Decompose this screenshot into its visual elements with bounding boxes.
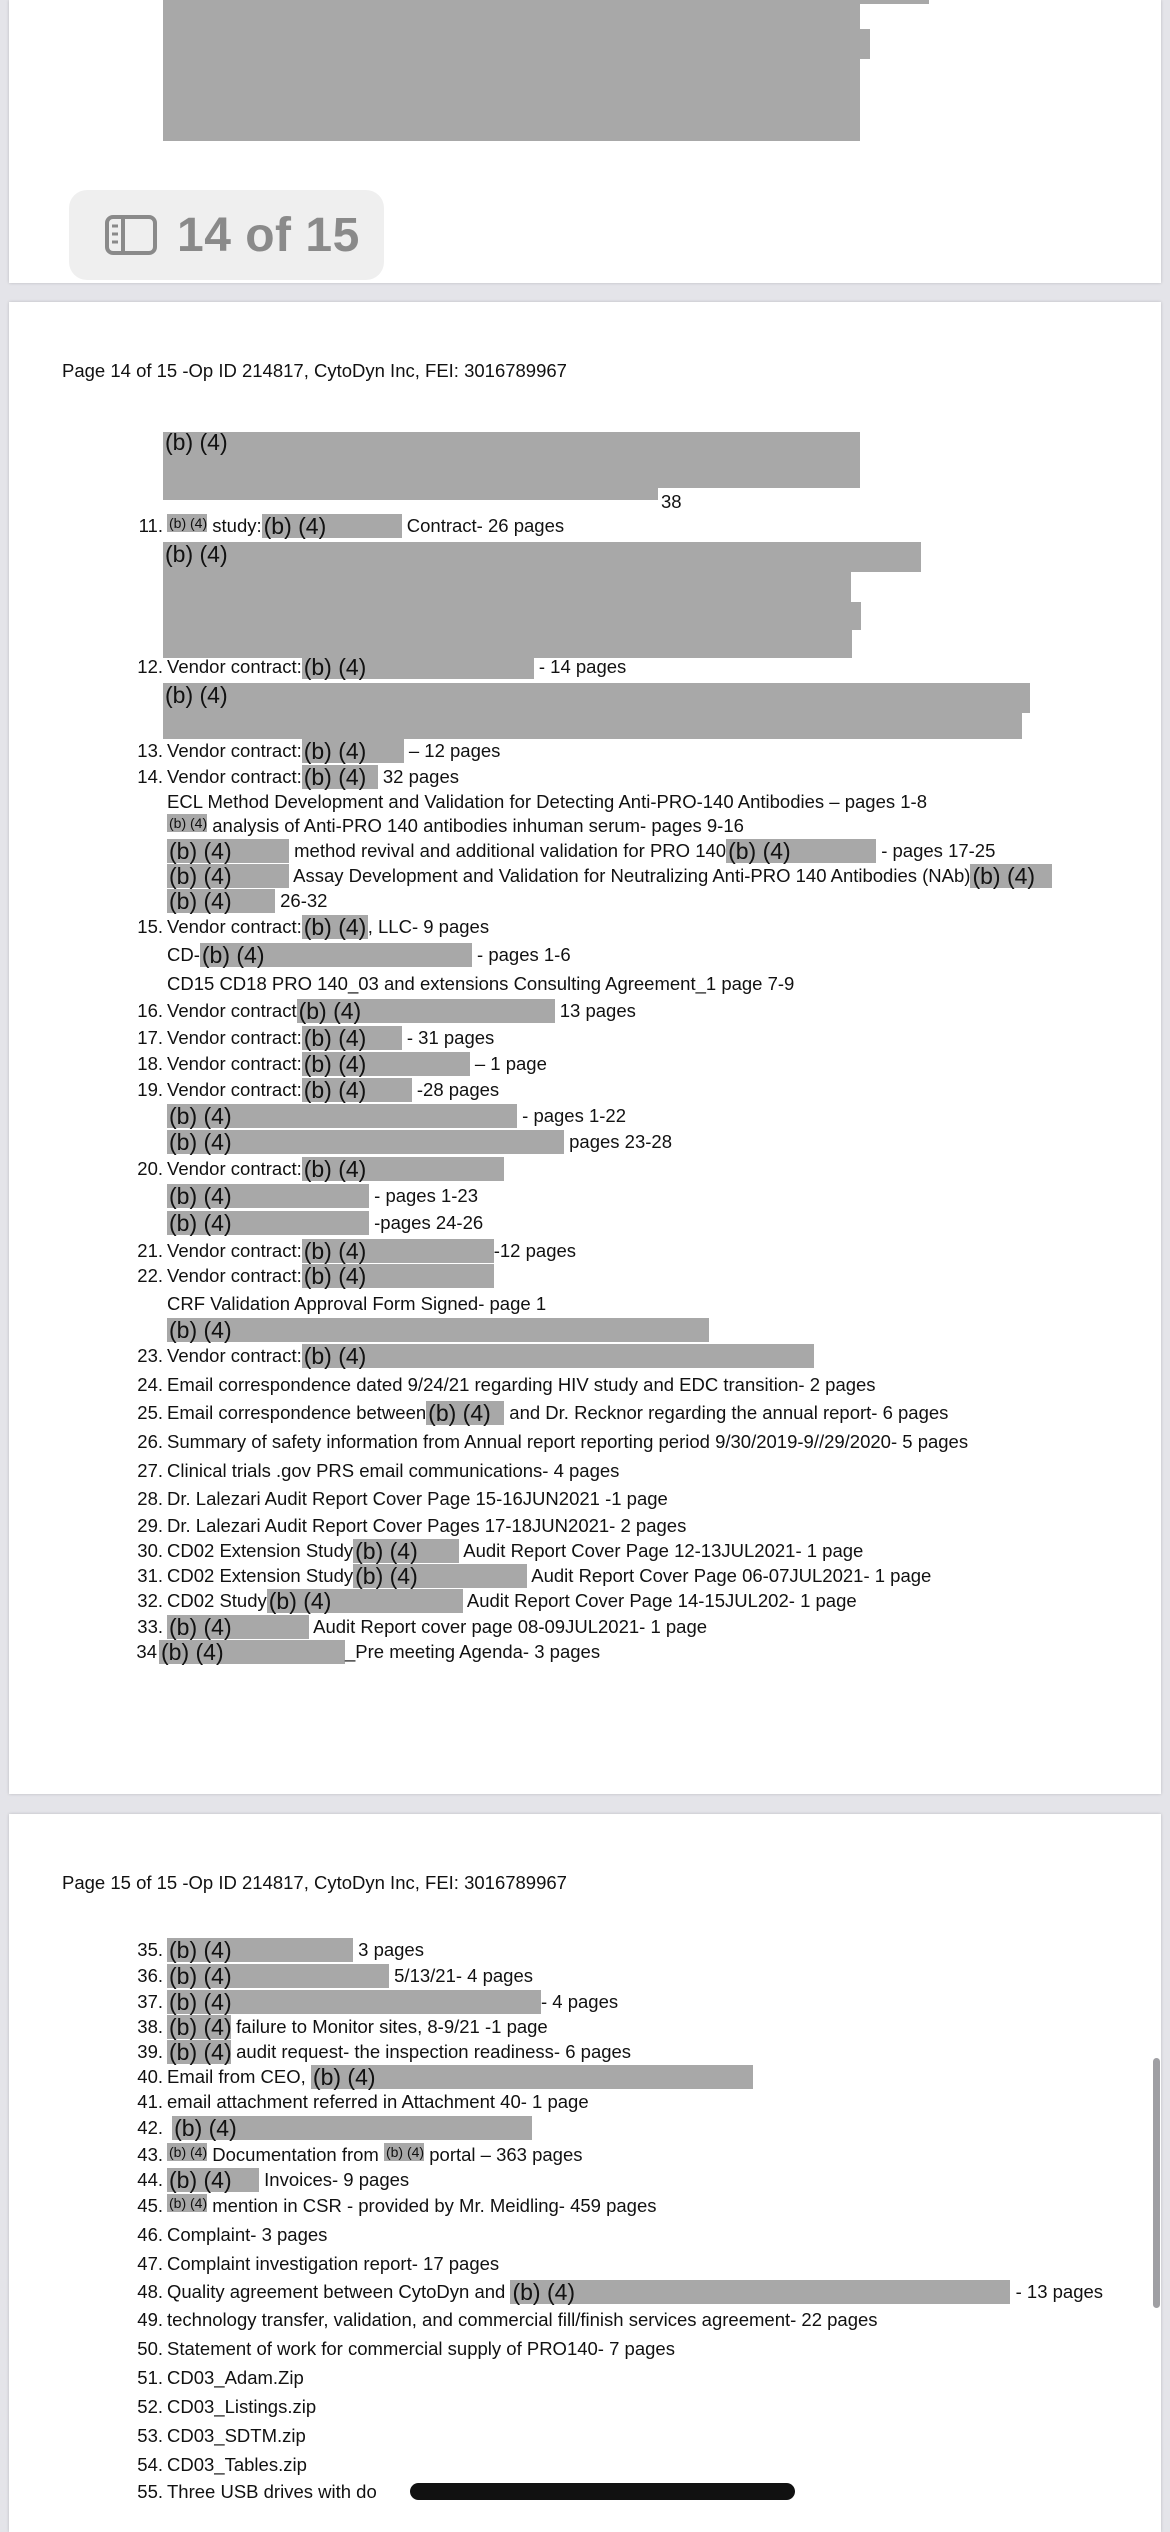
list-item-13: 13. Vendor contract:(b) (4) – 12 pages [137, 738, 501, 764]
list-subitem: CD15 CD18 PRO 140_03 and extensions Consulting Agreement_1 page 7-9 [167, 973, 795, 994]
list-item-47: 47. Complaint investigation report- 17 pages [137, 2253, 500, 2274]
page-indicator-label: 14 of 15 [177, 208, 360, 262]
redaction-block [163, 59, 860, 141]
redaction-code: (b) (4) [165, 429, 228, 455]
list-item-15: 15. Vendor contract:(b) (4), LLC- 9 pages [137, 914, 490, 940]
redaction-block [163, 572, 851, 602]
redaction-block [163, 713, 1022, 739]
page-header: Page 14 of 15 -Op ID 214817, CytoDyn Inc, FEI: 3016789967 [62, 360, 567, 381]
list-item-25: 25. Email correspondence between(b) (4) and Dr. Recknor regarding the annual report- 6 pages [137, 1400, 949, 1426]
list-item-36: 36. (b) (4) 5/13/21- 4 pages [137, 1963, 533, 1989]
redaction-code: (b) (4) [165, 682, 228, 708]
list-item-34: 34 (b) (4) _Pre meeting Agenda- 3 pages [136, 1639, 601, 1665]
sidebar-pages-icon [105, 215, 157, 255]
list-item-26: 26. Summary of safety information from Annual report reporting period 9/30/2019-9//29/2020- 5 pages [137, 1431, 969, 1452]
list-subitem: (b) (4) method revival and additional validation for PRO 140(b) (4) - pages 17-25 [169, 838, 996, 864]
list-item-31: 31. CD02 Extension Study(b) (4) Audit Report Cover Page 06-07JUL2021- 1 page [137, 1563, 932, 1589]
list-subitem: (b) (4) - pages 1-23 [169, 1183, 479, 1209]
redaction-block [163, 683, 1030, 713]
page-indicator[interactable] [69, 190, 384, 280]
scrollbar[interactable] [1153, 2058, 1160, 2308]
list-item-30: 30. CD02 Extension Study(b) (4) Audit Report Cover Page 12-13JUL2021- 1 page [137, 1538, 864, 1564]
list-item-43: 43. (b) (4) Documentation from (b) (4) portal – 363 pages [137, 2144, 583, 2165]
list-item-50: 50. Statement of work for commercial supply of PRO140- 7 pages [137, 2338, 675, 2359]
redaction-block [163, 4, 860, 29]
redaction-block [163, 429, 860, 488]
redaction-block [163, 602, 861, 630]
list-item-27: 27. Clinical trials .gov PRS email communications- 4 pages [137, 1460, 620, 1481]
list-subitem: (b) (4) [167, 1318, 709, 1342]
pdf-page-13 [9, 0, 1161, 283]
list-item-37: 37. (b) (4) - 4 pages [137, 1989, 619, 2015]
list-item-40: 40. Email from CEO, (b) (4) [127, 2065, 753, 2089]
list-item-42: 42. (b) (4) [127, 2116, 532, 2140]
list-item-52: 52. CD03_Listings.zip [137, 2396, 317, 2417]
list-item-55: 55. Three USB drives with do [137, 2481, 377, 2502]
page-header: Page 15 of 15 -Op ID 214817, CytoDyn Inc, FEI: 3016789967 [62, 1872, 567, 1893]
list-item-33: 33. (b) (4) Audit Report cover page 08-09JUL2021- 1 page [137, 1614, 708, 1640]
list-subitem: (b) (4) Assay Development and Validation for Neutralizing Anti-PRO 140 Antibodies (NAb)(b) (4) [167, 864, 1052, 888]
list-subitem: (b) (4) 26-32 [169, 888, 328, 914]
text-selection-bar [410, 2483, 795, 2500]
list-item-12: 12. Vendor contract:(b) (4) - 14 pages [137, 654, 627, 680]
pdf-page-15 [9, 1814, 1161, 2532]
list-item-11: 11. (b) (4) study:(b) (4) Contract- 26 pages [138, 513, 565, 539]
list-item-51: 51. CD03_Adam.Zip [137, 2367, 304, 2388]
list-item-39: 39. (b) (4) audit request- the inspection readiness- 6 pages [137, 2039, 632, 2065]
list-item-32: 32. CD02 Study(b) (4) Audit Report Cover Page 14-15JUL202- 1 page [137, 1588, 857, 1614]
list-subitem: (b) (4) - pages 1-22 [169, 1103, 627, 1129]
redaction-code: (b) (4) [165, 541, 228, 567]
list-item-19: 19. Vendor contract:(b) (4) -28 pages [137, 1077, 500, 1103]
list-item-18: 18. Vendor contract:(b) (4) – 1 page [137, 1051, 547, 1077]
list-item-48: 48. Quality agreement between CytoDyn and (b) (4) - 13 pages [137, 2279, 1104, 2305]
redaction-block [163, 29, 870, 59]
list-subitem: CD-(b) (4) - pages 1-6 [167, 942, 571, 968]
list-item-20: 20. Vendor contract:(b) (4) [127, 1157, 504, 1181]
redaction-block [163, 542, 921, 572]
list-item-49: 49. technology transfer, validation, and commercial fill/finish services agreement- 22 pages [137, 2309, 878, 2330]
page-count: 38 [661, 491, 682, 512]
list-item-45: 45. (b) (4) mention in CSR - provided by Mr. Meidling- 459 pages [137, 2195, 657, 2216]
list-item-28: 28. Dr. Lalezari Audit Report Cover Page 15-16JUN2021 -1 page [137, 1488, 668, 1509]
list-item-22: 22. Vendor contract:(b) (4) [127, 1264, 494, 1288]
list-subitem: (b) (4) analysis of Anti-PRO 140 antibodies inhuman serum- pages 9-16 [169, 815, 744, 836]
list-item-53: 53. CD03_SDTM.zip [137, 2425, 306, 2446]
redaction-block [163, 630, 852, 658]
list-subitem: (b) (4) pages 23-28 [169, 1129, 673, 1155]
list-item-29: 29. Dr. Lalezari Audit Report Cover Pages 17-18JUN2021- 2 pages [137, 1515, 687, 1536]
list-item-17: 17. Vendor contract:(b) (4) - 31 pages [137, 1025, 495, 1051]
list-item-35: 35. (b) (4) 3 pages [137, 1937, 424, 1963]
list-item-38: 38. (b) (4) failure to Monitor sites, 8-9/21 -1 page [137, 2014, 548, 2040]
list-item-41: 41. email attachment referred in Attachment 40- 1 page [137, 2091, 589, 2112]
list-item-24: 24. Email correspondence dated 9/24/21 regarding HIV study and EDC transition- 2 pages [137, 1374, 876, 1395]
pdf-page-14 [9, 302, 1161, 1794]
list-subitem: ECL Method Development and Validation for Detecting Anti-PRO-140 Antibodies – pages 1-8 [167, 791, 927, 812]
list-item-54: 54. CD03_Tables.zip [137, 2454, 307, 2475]
list-item-23: 23. Vendor contract:(b) (4) [127, 1344, 814, 1368]
list-item-16: 16. Vendor contract(b) (4) 13 pages [137, 998, 636, 1024]
list-item-46: 46. Complaint- 3 pages [137, 2224, 328, 2245]
list-subitem: (b) (4) -pages 24-26 [169, 1210, 484, 1236]
redaction-block [163, 488, 658, 500]
list-item-21: 21. Vendor contract:(b) (4) -12 pages [137, 1238, 577, 1264]
list-item-14: 14. Vendor contract:(b) (4) 32 pages [137, 764, 459, 790]
list-subitem: CRF Validation Approval Form Signed- page 1 [167, 1293, 547, 1314]
list-item-44: 44. (b) (4) Invoices- 9 pages [137, 2167, 410, 2193]
